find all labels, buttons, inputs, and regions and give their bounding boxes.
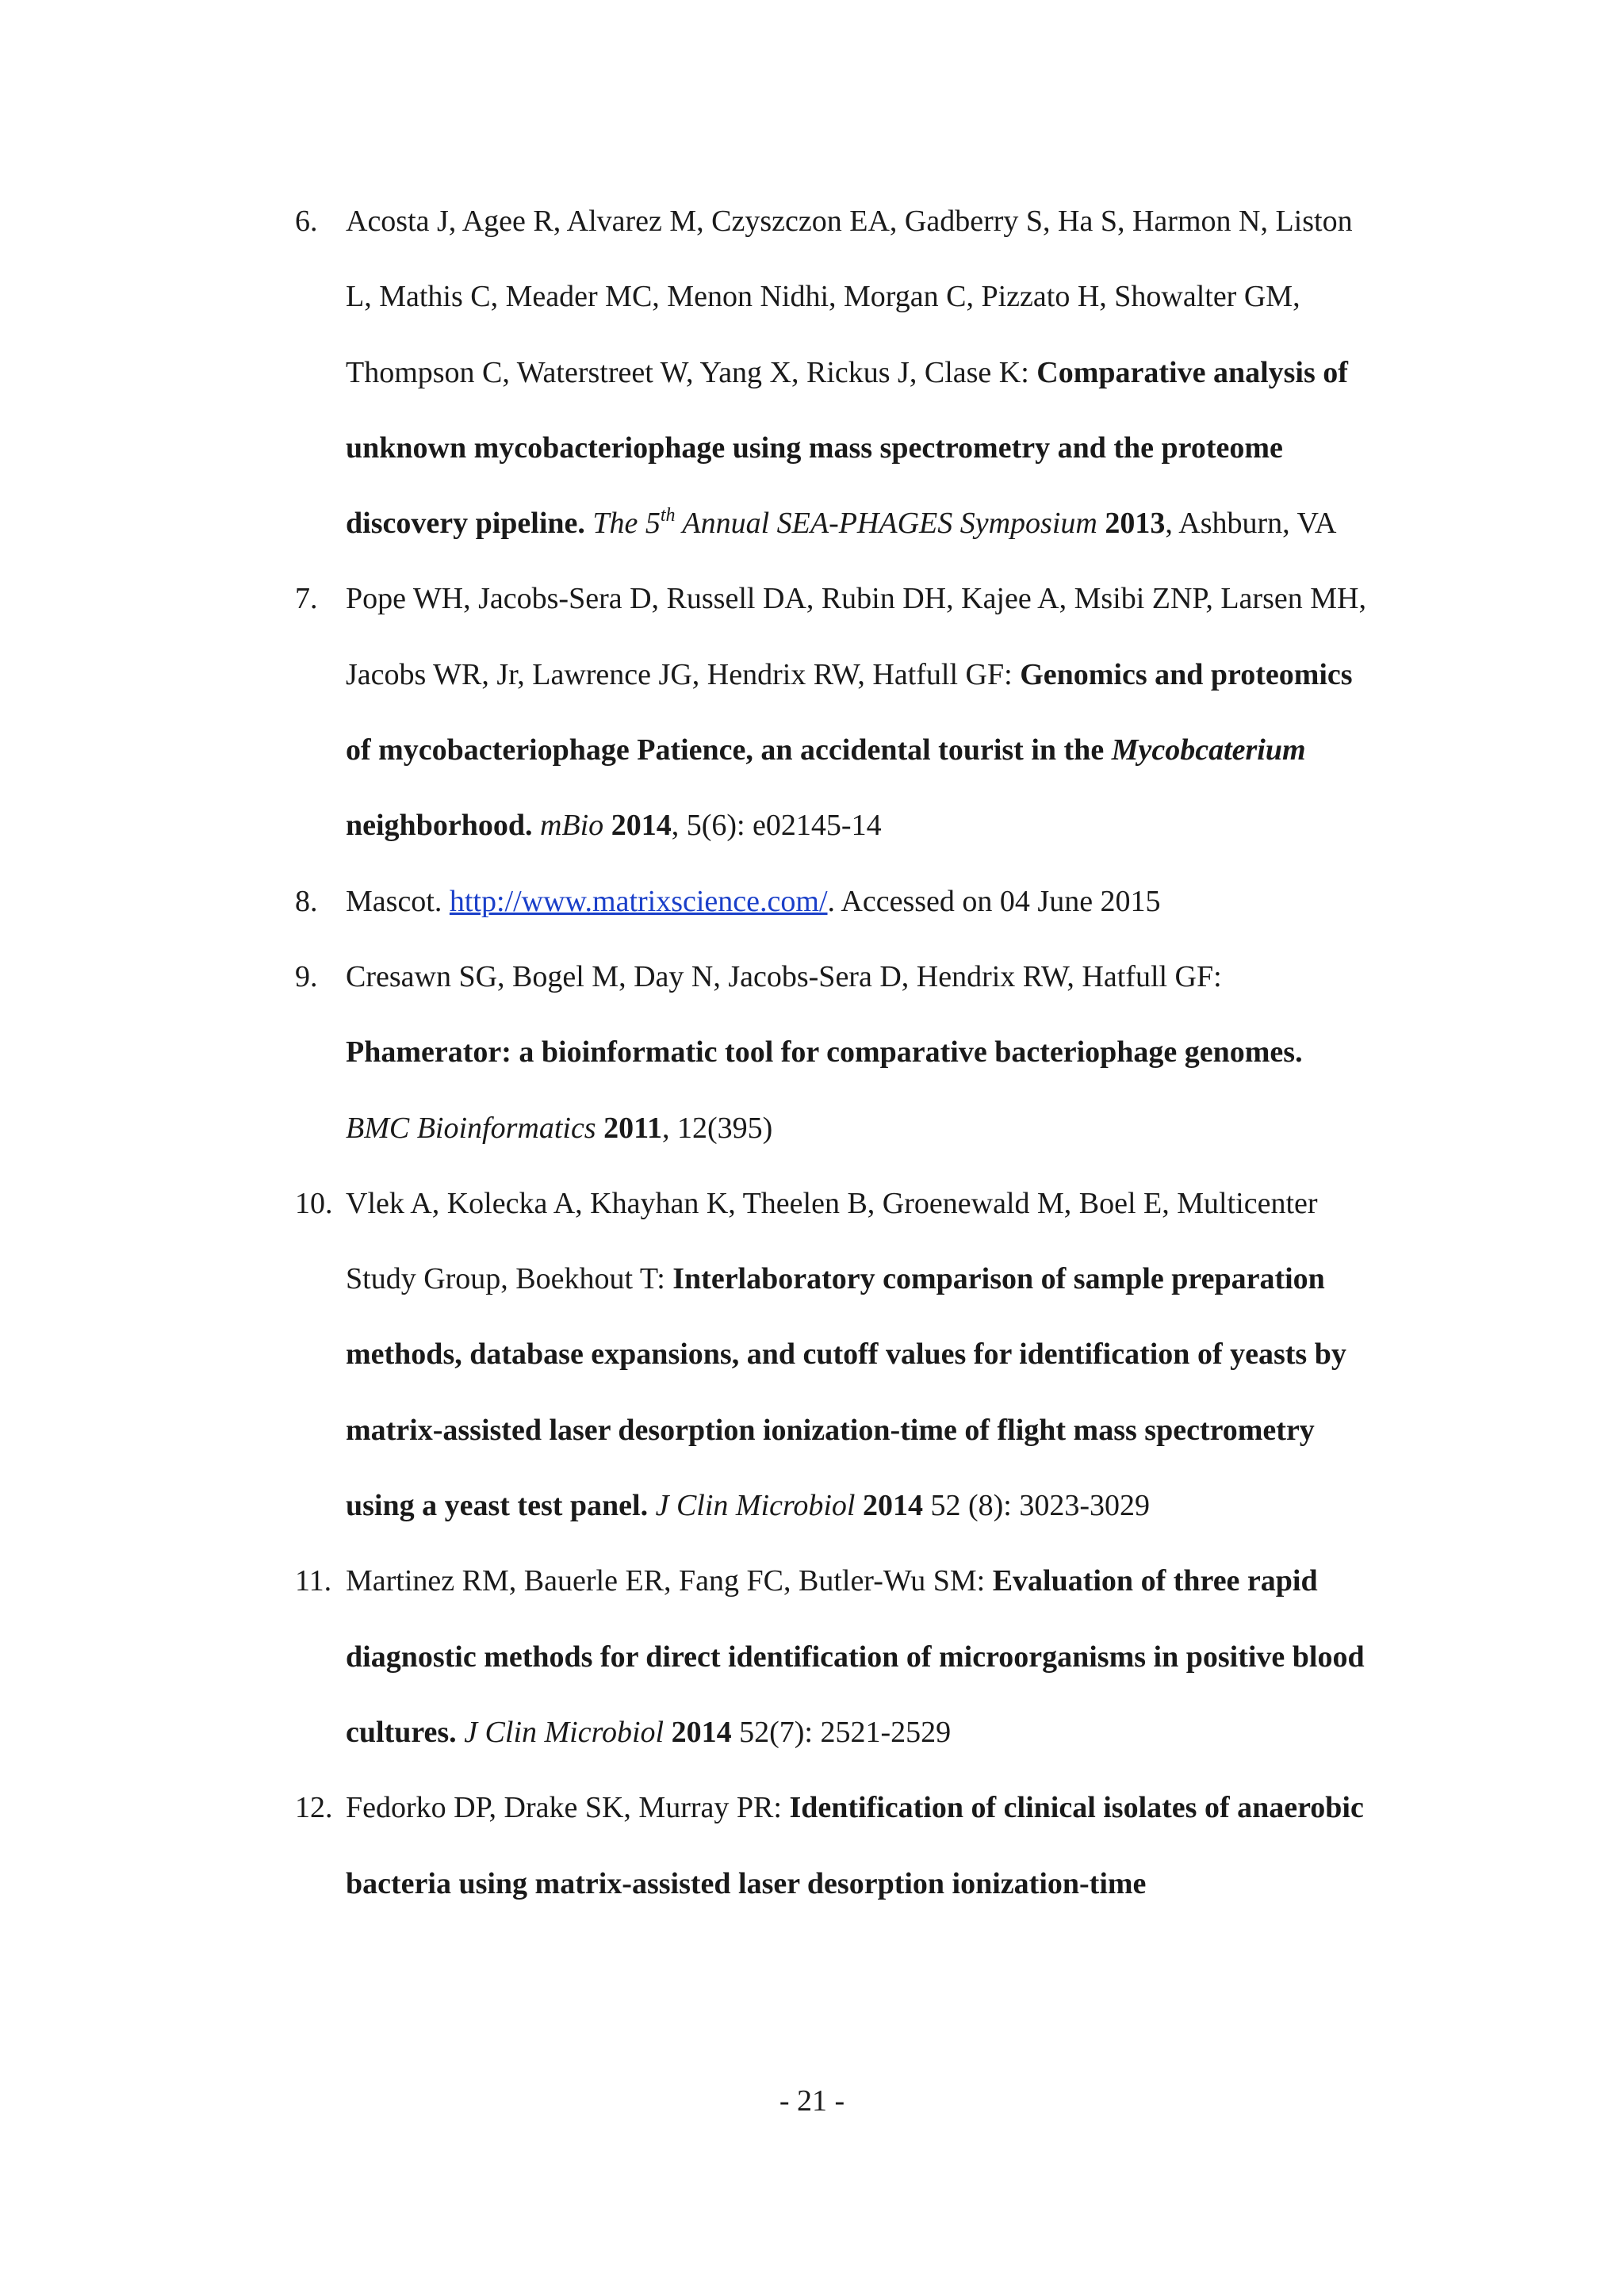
reference-title: Interlaboratory comparison of sample preparation methods, database expansions, and cutoff values for identification of yeasts by matrix-assisted laser desorption ionization-time of flight mass spectrometry using a yeast test panel. — [346, 1262, 1346, 1523]
reference-item — [295, 184, 1373, 561]
reference-tail: . Accessed on 04 June 2015 — [827, 884, 1161, 918]
reference-item — [295, 561, 1373, 863]
reference-year: 2014 — [862, 1489, 923, 1523]
reference-number: 9. — [295, 959, 318, 993]
reference-title: Identification of clinical isolates of anaerobic bacteria using matrix-assisted laser desorption ionization-time — [346, 1791, 1364, 1900]
reference-list — [295, 184, 1373, 1922]
reference-prefix: Mascot. — [346, 884, 450, 918]
reference-authors: Vlek A, Kolecka A, Khayhan K, Theelen B, Groenewald M, Boel E, Multicenter Study Group, Boekhout T: — [346, 1186, 1318, 1296]
reference-number: 6. — [295, 205, 318, 238]
reference-title: Genomics and proteomics of mycobacteriophage Patience, an accidental tourist in the Mycobcaterium neighborhood. — [346, 657, 1353, 843]
reference-text — [346, 1791, 1364, 1900]
mascot-link[interactable]: http://www.matrixscience.com/ — [449, 884, 828, 918]
reference-text — [346, 205, 1353, 540]
reference-text — [346, 1564, 1365, 1749]
reference-number: 12. — [295, 1791, 333, 1825]
reference-number: 7. — [295, 582, 318, 616]
reference-authors: Martinez RM, Bauerle ER, Fang FC, Butler-Wu SM: — [346, 1564, 993, 1598]
reference-text — [346, 885, 1161, 918]
page-number: - 21 - — [779, 2084, 845, 2118]
reference-venue: J Clin Microbiol — [464, 1715, 665, 1749]
reference-item — [295, 1770, 1373, 1922]
reference-number: 11. — [295, 1564, 332, 1598]
reference-authors: Fedorko DP, Drake SK, Murray PR: — [346, 1791, 790, 1825]
reference-item — [295, 939, 1373, 1166]
reference-title: Evaluation of three rapid diagnostic methods for direct identification of microorganisms in positive blood cultures. — [346, 1564, 1365, 1749]
reference-item — [295, 864, 1373, 939]
reference-tail: 52(7): 2521-2529 — [731, 1715, 952, 1749]
reference-tail: , Ashburn, VA — [1165, 507, 1337, 541]
reference-text — [346, 1187, 1346, 1522]
reference-text — [346, 960, 1303, 1145]
reference-authors: Cresawn SG, Bogel M, Day N, Jacobs-Sera D, Hendrix RW, Hatfull GF: — [346, 959, 1222, 993]
reference-venue: The 5th Annual SEA-PHAGES Symposium — [592, 505, 1097, 541]
reference-text — [346, 582, 1366, 842]
reference-year: 2014 — [671, 1715, 732, 1749]
reference-tail: 52 (8): 3023-3029 — [922, 1489, 1151, 1523]
reference-year: 2013 — [1105, 507, 1166, 541]
reference-title: Phamerator: a bioinformatic tool for comparative bacteriophage genomes. — [346, 1035, 1303, 1070]
reference-venue: mBio — [539, 809, 604, 843]
reference-authors: Pope WH, Jacobs-Sera D, Russell DA, Rubin DH, Kajee A, Msibi ZNP, Larsen MH, Jacobs WR, Jr, Lawrence JG, Hendrix RW, Hatfull GF: — [346, 582, 1366, 691]
reference-venue: BMC Bioinformatics — [346, 1111, 596, 1145]
reference-tail: , 5(6): e02145-14 — [671, 809, 882, 843]
reference-title: Comparative analysis of unknown mycobacteriophage using mass spectrometry and the proteome discovery pipeline. — [346, 355, 1348, 541]
reference-number: 8. — [295, 884, 318, 918]
reference-item — [295, 1166, 1373, 1544]
reference-authors: Acosta J, Agee R, Alvarez M, Czyszczon EA, Gadberry S, Ha S, Harmon N, Liston L, Mathis C, Meader MC, Menon Nidhi, Morgan C, Pizzato H, Showalter GM, Thompson C, Waterstreet W, Yang X, Rickus J, Clase K: — [346, 205, 1353, 389]
reference-number: 10. — [295, 1186, 333, 1220]
reference-item — [295, 1544, 1373, 1770]
reference-year: 2011 — [603, 1111, 663, 1145]
reference-venue: J Clin Microbiol — [655, 1489, 856, 1523]
reference-tail: , 12(395) — [662, 1111, 773, 1145]
reference-year: 2014 — [611, 809, 672, 843]
